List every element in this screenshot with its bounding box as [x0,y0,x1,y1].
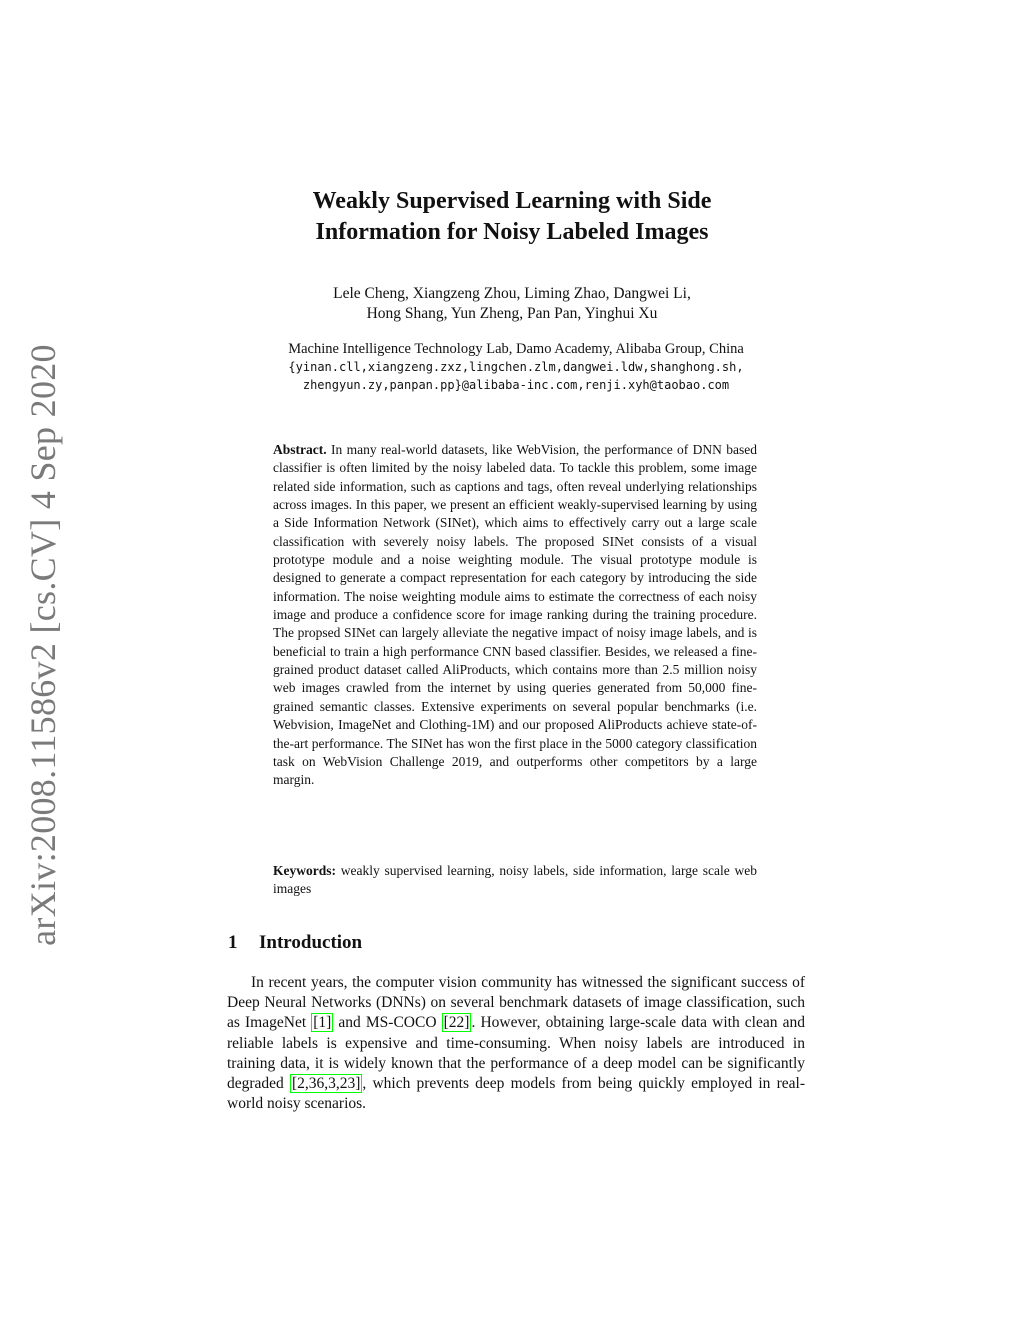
emails-line-2: zhengyun.zy,panpan.pp}@alibaba-inc.com,renji.xyh@taobao.com [302,378,730,392]
emails-line-1: {yinan.cll,xiangzeng.zxz,lingchen.zlm,dangwei.ldw,shanghong.sh, [288,360,744,374]
affiliation-block [0,340,1024,394]
paper-title [0,186,1024,248]
section-title: Introduction [259,932,363,953]
abstract-text: In many real-world datasets, like WebVision, the performance of DNN based classifier is often limited by the noisy labeled data. To tackle this problem, some image related side information, such as captions and tags, often reveal underlying relationships across images. In this paper, we present an efficient weakly-supervised learning by using a Side Information Network (SINet), which aims to effectively carry out a large scale classification with severely noisy labels. The proposed SINet consists of a visual prototype module and a noise weighting module. The visual prototype module is designed to generate a compact representation for each category by introducing the side information. The noise weighting module aims to estimate the correctness of each noisy image and produce a confidence score for image ranking during the training procedure. The propsed SINet can largely alleviate the negative impact of noisy image labels, and is beneficial to train a high performance CNN based classifier. Besides, we released a fine-grained product dataset called AliProducts, which contains more than 2.5 million noisy web images crawled from the internet by using queries generated from 50,000 fine-grained semantic classes. Extensive experiments on several popular benchmarks (i.e. Webvision, ImageNet and Clothing-1M) and our proposed AliProducts achieve state-of-the-art performance. The SINet has won the first place in the 5000 category classification task on WebVision Challenge 2019, and outperforms other competitors by a large margin. [273,442,757,788]
arxiv-id-label: arXiv:2008.11586v2 [cs.CV] 4 Sep 2020 [23,344,63,946]
authors-line-2: Hong Shang, Yun Zheng, Pan Pan, Yinghui Xu [366,305,658,322]
section-number: 1 [228,932,238,953]
intro-paragraph [227,973,805,1114]
author-list [0,284,1024,324]
keywords-text: weakly supervised learning, noisy labels, side information, large scale web images [273,863,757,897]
abstract-label: Abstract. [273,442,327,457]
arxiv-side-stamp [18,344,68,946]
keywords-label: Keywords: [273,863,336,878]
citation-link-22[interactable]: [22] [443,1014,470,1032]
affiliation-text: Machine Intelligence Technology Lab, Damo Academy, Alibaba Group, China [288,341,744,357]
section-heading-introduction [228,931,362,955]
citation-link-1[interactable]: [1] [313,1014,332,1032]
intro-text-4: , which prevents deep models from being quickly employed in real-world noisy scenarios. [227,1075,805,1113]
intro-text-1: In recent years, the computer vision community has witnessed the significant success of Deep Neural Networks (DNNs) on several benchmark datasets of image classification, such as ImageNet [227,974,805,1032]
citation-link-group[interactable]: [2,36,3,23] [291,1075,361,1093]
title-line-1: Weakly Supervised Learning with Side [312,188,712,214]
intro-text-3: . However, obtaining large-scale data with clean and reliable labels is expensive and time-consuming. When noisy labels are introduced in training data, it is widely known that the performance of a deep model can be significantly degraded [227,1014,805,1093]
abstract [273,441,757,790]
intro-text-2: and MS-COCO [333,1014,442,1032]
title-line-2: Information for Noisy Labeled Images [315,219,709,245]
keywords [273,862,757,899]
authors-line-1: Lele Cheng, Xiangzeng Zhou, Liming Zhao, Dangwei Li, [333,285,691,302]
